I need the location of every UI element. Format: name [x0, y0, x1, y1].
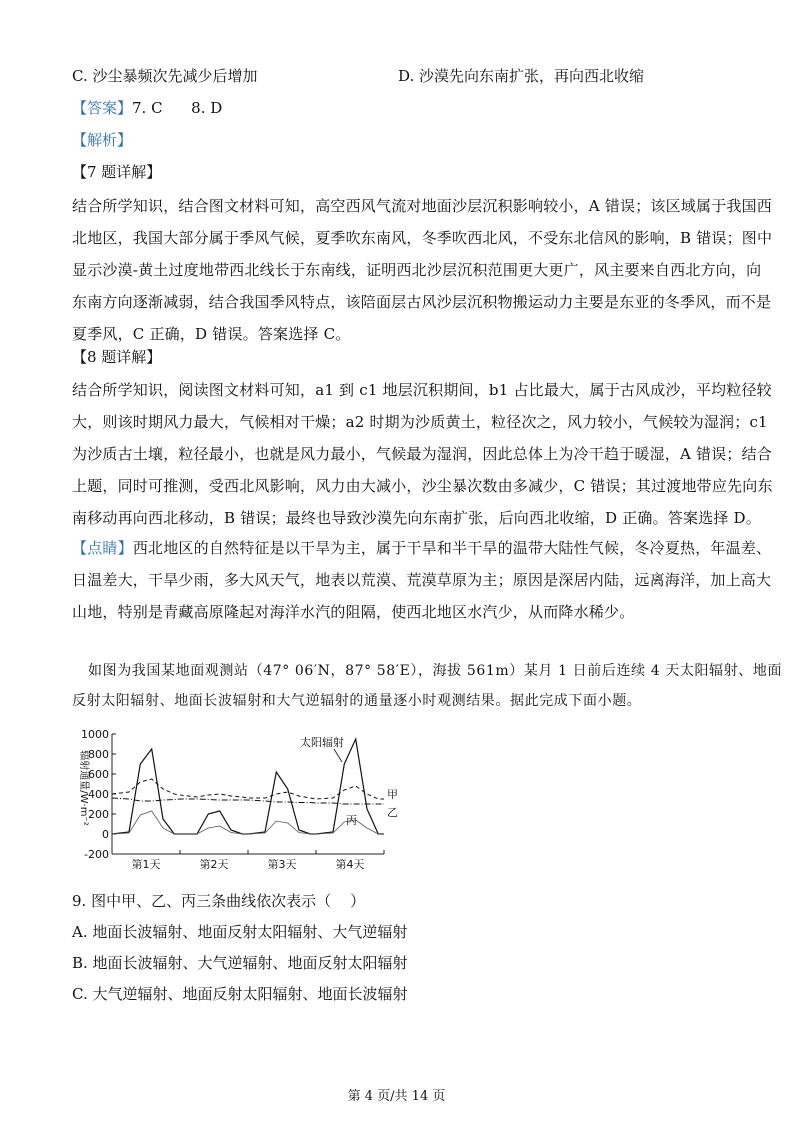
q7-line: 结合所学知识，结合图文材料可知，高空西风气流对地面沙层沉积影响较小，A 错误；该区域属于我国西: [72, 197, 773, 215]
series-乙: [112, 798, 384, 804]
y-tick-label: 1000: [81, 728, 109, 741]
tip-first-line: [72, 532, 772, 564]
q9-option-c: C. 大气逆辐射、地面反射太阳辐射、地面长波辐射: [72, 985, 408, 1003]
y-tick-label: 600: [88, 768, 109, 781]
q9-option-b: B. 地面长波辐射、大气逆辐射、地面反射太阳辐射: [72, 954, 408, 972]
q7-line: 东南方向逐渐减弱，结合我国季风特点，该陪面层古风沙层沉积物搬运动力主要是东亚的冬季风，而不是: [72, 293, 772, 311]
radiation-chart: [72, 722, 402, 872]
x-category-label: 第2天: [199, 858, 229, 871]
y-tick-label: -200: [84, 848, 109, 861]
q9-option-a: A. 地面长波辐射、地面反射太阳辐射、大气逆辐射: [72, 923, 408, 941]
q8-line: 结合所学知识，阅读图文材料可知，a1 到 c1 地层沉积期间，b1 占比最大，属于古风成沙，平均粒径较: [72, 381, 772, 399]
x-category-label: 第4天: [335, 858, 365, 871]
y-axis-label: 辐射通量/W·m⁻²: [78, 750, 89, 826]
annotation-leader: [334, 749, 342, 762]
tip-body: [72, 532, 772, 628]
x-category-label: 第1天: [131, 858, 161, 871]
q8-heading: 【8 题详解】: [72, 348, 162, 366]
annotation-solar: 太阳辐射: [300, 736, 344, 749]
annotation-bing: 丙: [346, 814, 357, 827]
q9-stem: 9. 图中甲、乙、丙三条曲线依次表示（ ）: [72, 892, 366, 910]
q7-line: 北地区，我国大部分属于季风气候，夏季吹东南风，冬季吹西北风，不受东北信风的影响，B 错误；图中: [72, 229, 773, 247]
answer-line: [72, 96, 222, 120]
annotation-jia: 甲: [387, 788, 398, 801]
q7-body: [72, 190, 773, 350]
tip-first-text: 西北地区的自然特征是以干旱为主，属于干旱和半干旱的温带大陆性气候，冬冷夏热，年温差、: [132, 539, 772, 557]
option-d-prev: D. 沙漠先向东南扩张，再向西北收缩: [398, 67, 645, 85]
q8-line: 上题，同时可推测，受西北风影响，风力由大减小，沙尘暴次数由多减少，C 错误；其过渡地带应先向东: [72, 477, 773, 495]
y-tick-label: 200: [88, 808, 109, 821]
series-丙: [112, 811, 384, 834]
answer-text: 7. C 8. D: [132, 99, 223, 117]
q7-line: 显示沙漠-黄土过度地带西北线长于东南线，证明西北沙层沉积范围更大更广，风主要来自西北方向，向: [72, 261, 762, 279]
option-c-prev: C. 沙尘暴频次先减少后增加: [72, 67, 258, 85]
intro-line-1: 如图为我国某地面观测站（47° 06′N，87° 58′E），海拔 561m）某月 1 日前后连续 4 天太阳辐射、地面: [88, 663, 783, 679]
y-tick-label: 800: [88, 748, 109, 761]
y-tick-label: 0: [102, 828, 109, 841]
answer-tag: 【答案】: [72, 99, 133, 117]
tip-line: 山地，特别是青藏高原隆起对海洋水汽的阻隔，使西北地区水汽少，从而降水稀少。: [72, 603, 635, 621]
q8-body: [72, 374, 773, 534]
q7-heading: 【7 题详解】: [72, 163, 162, 181]
q8-line: 为沙质古土壤，粒径最小，也就是风力最小，气候最为湿润，因此总体上为冷干趋于暖湿，A 错误；结合: [72, 445, 773, 463]
x-category-label: 第3天: [267, 858, 297, 871]
annotation-yi: 乙: [387, 806, 398, 819]
y-tick-label: 400: [88, 788, 109, 801]
q8-line: 大，则该时期风力最大，气候相对干燥；a2 时期为沙质黄土，粒径次之，风力较小，气候较为湿润；c1: [72, 413, 768, 431]
q7-line: 夏季风，C 正确，D 错误。答案选择 C。: [72, 325, 351, 343]
series-太阳辐射: [112, 739, 384, 834]
series-甲: [112, 779, 384, 799]
q8-line: 南移动再向西北移动，B 错误；最终也导致沙漠先向东南扩张，后向西北收缩，D 正确。答案选择 D。: [72, 509, 761, 527]
page-number: 第 4 页/共 14 页: [347, 1089, 446, 1104]
tip-tag: 【点睛】: [72, 539, 133, 557]
intro-line-2: 反射太阳辐射、地面长波辐射和大气逆辐射的通量逐小时观测结果。据此完成下面小题。: [72, 693, 642, 709]
tip-line: 日温差大，干旱少雨，多大风天气，地表以荒漠、荒漠草原为主；原因是深居内陆，远离海洋，加上高大: [72, 571, 772, 589]
analysis-tag: 【解析】: [72, 131, 133, 149]
